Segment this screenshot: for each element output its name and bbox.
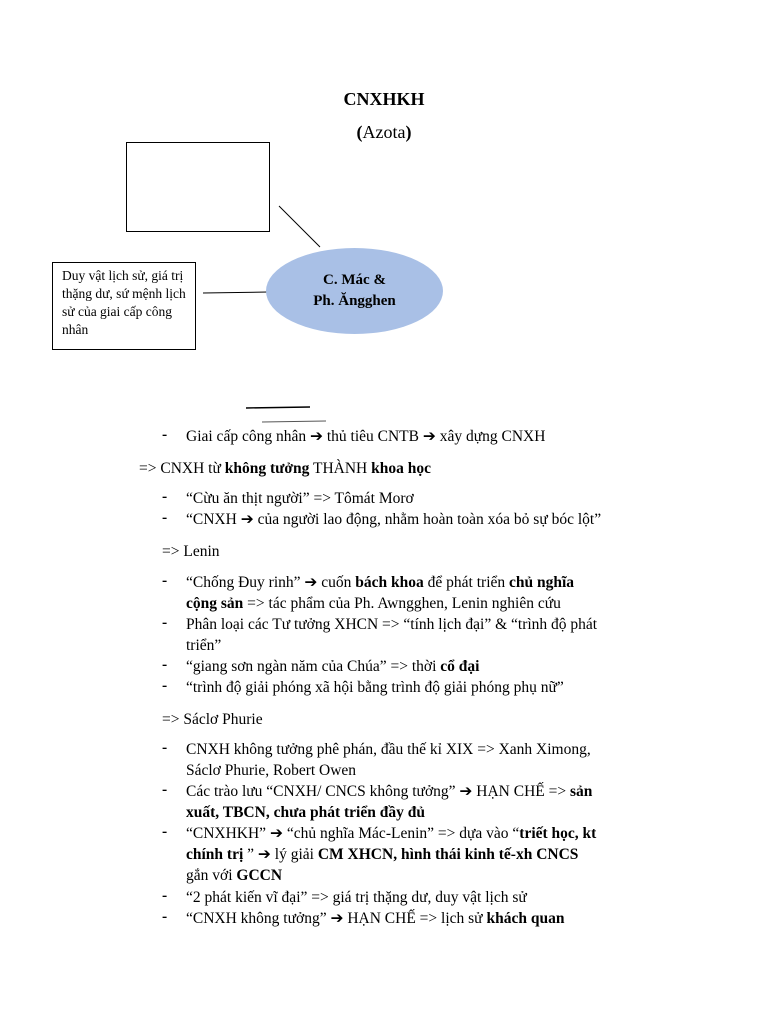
- connector-text-box: [203, 292, 268, 293]
- ellipse-line-1: C. Mác &: [323, 272, 386, 288]
- list-item: Giai cấp công nhân ➔ thủ tiêu CNTB ➔ xây dựng CNXH: [186, 428, 546, 445]
- arrow-icon: ➔: [330, 910, 344, 927]
- list-item: “Chống Đuy rinh” ➔ cuốn bách khoa để phát triển chủ nghĩa: [186, 574, 575, 591]
- list-item-continuation: cộng sản => tác phẩm của Ph. Awngghen, Lenin nghiên cứu: [186, 595, 561, 612]
- list-item-continuation: chính trị ” ➔ lý giải CM XHCN, hình thái kinh tế-xh CNCS: [186, 846, 579, 863]
- bullet-marker: -: [162, 823, 168, 840]
- bullet-marker: -: [162, 887, 168, 904]
- text-box: Duy vật lịch sử, giá trị thặng dư, sứ mệnh lịch sử của giai cấp công nhân: [52, 262, 196, 350]
- conclusion-line: => CNXH từ không tưởng THÀNH khoa học: [139, 460, 431, 477]
- bullet-marker: -: [162, 509, 168, 526]
- bullet-marker: -: [162, 739, 168, 756]
- list-item: Các trào lưu “CNXH/ CNCS không tưởng” ➔ HẠN CHẾ => sản: [186, 783, 593, 800]
- arrow-icon: ➔: [257, 846, 271, 863]
- bullet-marker: -: [162, 908, 168, 925]
- arrow-icon: ➔: [269, 825, 283, 842]
- list-item-continuation: Sáclơ Phurie, Robert Owen: [186, 762, 357, 779]
- bullet-marker: -: [162, 781, 168, 798]
- bullet-marker: -: [162, 488, 168, 505]
- subtitle-close-paren: ): [405, 122, 412, 142]
- arrow-icon: ➔: [309, 428, 323, 445]
- list-item: “Cừu ăn thịt người” => Tômát Morơ: [186, 490, 414, 507]
- bullet-marker: -: [162, 677, 168, 694]
- arrow-icon: ➔: [304, 574, 318, 591]
- stray-line-2: [262, 421, 326, 422]
- bullet-marker: -: [162, 656, 168, 673]
- section-heading: => Sáclơ Phurie: [162, 711, 263, 728]
- list-item: “trình độ giải phóng xã hội bằng trình độ giải phóng phụ nữ”: [186, 679, 564, 696]
- bullet-marker: -: [162, 572, 168, 589]
- list-item: “CNXH ➔ của người lao động, nhằm hoàn toàn xóa bỏ sự bóc lột”: [186, 511, 602, 528]
- bullet-marker: -: [162, 426, 168, 443]
- list-item: Phân loại các Tư tưởng XHCN => “tính lịch đại” & “trình độ phát: [186, 616, 598, 633]
- list-item: “CNXHKH” ➔ “chủ nghĩa Mác-Lenin” => dựa vào “triết học, kt: [186, 825, 597, 842]
- ellipse-line-2: Ph. Ăngghen: [313, 293, 396, 309]
- arrow-icon: ➔: [422, 428, 436, 445]
- arrow-icon: ➔: [459, 783, 473, 800]
- subtitle-text: Azota: [362, 122, 406, 142]
- page-subtitle: [0, 122, 768, 143]
- subtitle-open-paren: (: [356, 122, 363, 142]
- page-title: CNXHKH: [343, 89, 425, 109]
- central-ellipse: [266, 248, 443, 334]
- list-item: “2 phát kiến vĩ đại” => giá trị thặng dư, duy vật lịch sử: [186, 889, 527, 906]
- list-item: “giang sơn ngàn năm của Chúa” => thời cổ đại: [186, 658, 480, 675]
- stray-line-1: [246, 407, 310, 408]
- empty-box: [126, 142, 270, 232]
- list-item-continuation: triển”: [186, 637, 222, 654]
- list-item: “CNXH không tưởng” ➔ HẠN CHẾ => lịch sử khách quan: [186, 910, 565, 927]
- list-item-continuation: xuất, TBCN, chưa phát triển đầy đủ: [186, 804, 425, 821]
- section-heading: => Lenin: [162, 543, 220, 560]
- connector-empty-box: [279, 206, 320, 247]
- list-item-continuation: gắn với GCCN: [186, 867, 283, 884]
- arrow-icon: ➔: [240, 511, 254, 528]
- bullet-marker: -: [162, 614, 168, 631]
- list-item: CNXH không tưởng phê phán, đầu thế kỉ XIX => Xanh Ximong,: [186, 741, 591, 758]
